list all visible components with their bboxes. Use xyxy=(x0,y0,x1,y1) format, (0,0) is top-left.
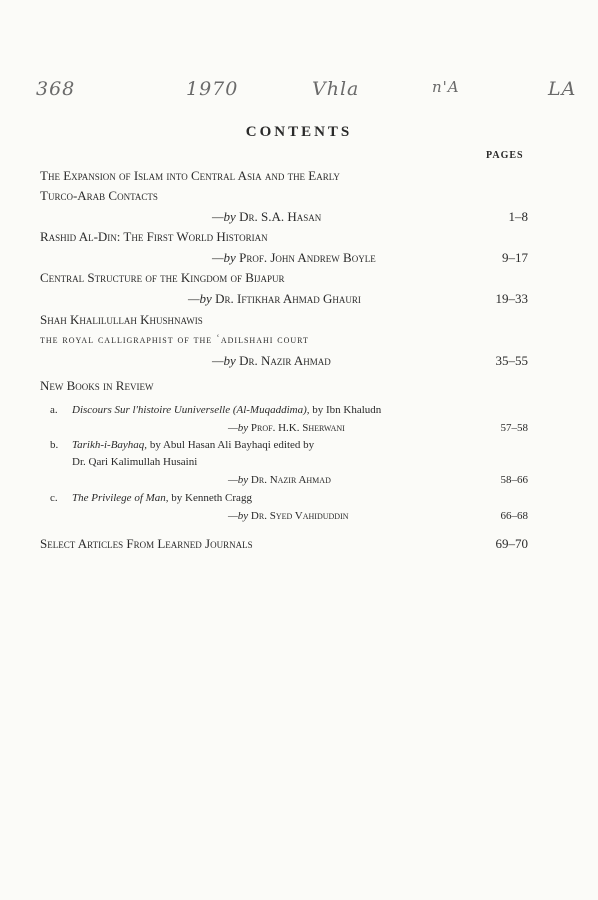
entry-title-line: Shah Khalilullah Khushnawis xyxy=(40,312,203,327)
toc-entry-1 xyxy=(40,166,530,227)
handwritten-note-4: n'A xyxy=(432,78,460,96)
by-label: —by xyxy=(212,209,236,224)
handwritten-note-5: LA xyxy=(548,78,577,100)
page-title: CONTENTS xyxy=(245,124,353,140)
review-entry-a xyxy=(50,402,530,437)
review-editor: Dr. Qari Kalimullah Husaini xyxy=(72,456,198,468)
entry-pages: 35–55 xyxy=(495,353,528,368)
review-book-title: Tarikh-i-Bayhaq, xyxy=(72,439,148,451)
entry-title-line: Turco-Arab Contacts xyxy=(40,188,158,203)
review-book-author: by Kenneth Cragg xyxy=(168,492,252,504)
by-label: —by xyxy=(212,353,236,368)
review-book-author: by Abul Hasan Ali Bayhaqi edited by xyxy=(147,439,315,451)
by-label: —by xyxy=(228,474,249,486)
entry-author: Dr. S.A. Hasan xyxy=(239,209,322,224)
entry-pages: 9–17 xyxy=(502,250,528,265)
handwritten-note-3: Vhla xyxy=(312,78,360,100)
entry-author: Dr. Nazir Ahmad xyxy=(239,353,331,368)
handwritten-note-1: 368 xyxy=(36,78,76,100)
toc-entry-3 xyxy=(40,268,530,309)
review-letter: b. xyxy=(50,439,59,451)
review-pages: 58–66 xyxy=(500,474,528,486)
review-pages: 66–68 xyxy=(500,510,528,522)
review-entry-c xyxy=(50,490,530,525)
by-label: —by xyxy=(228,422,249,434)
review-author: Dr. Nazir Ahmad xyxy=(250,474,331,486)
review-letter: a. xyxy=(50,404,58,416)
handwritten-note-2: 1970 xyxy=(186,78,239,100)
entry-title-line: Central Structure of the Kingdom of Bijapur xyxy=(40,270,285,285)
review-letter: c. xyxy=(50,492,58,504)
reviews-heading: New Books in Review xyxy=(40,378,154,393)
by-label: —by xyxy=(188,291,212,306)
entry-author: Dr. Iftikhar Ahmad Ghauri xyxy=(215,291,361,306)
pages-column-header: PAGES xyxy=(486,150,524,161)
review-book-author: by Ibn Khaludn xyxy=(309,404,382,416)
toc-entry-2 xyxy=(40,227,530,268)
toc-entry-4 xyxy=(40,310,530,371)
select-articles-pages: 69–70 xyxy=(495,536,528,551)
by-label: —by xyxy=(212,250,236,265)
review-pages: 57–58 xyxy=(500,422,528,434)
toc-entry-select-articles xyxy=(40,533,530,554)
by-label: —by xyxy=(228,510,249,522)
review-book-title: The Privilege of Man, xyxy=(72,492,169,504)
entry-subtitle-line: the royal calligraphist of the ʿadilshahi court xyxy=(40,334,309,346)
entry-pages: 1–8 xyxy=(508,209,528,224)
entry-title-line: The Expansion of Islam into Central Asia and the Early xyxy=(40,168,340,183)
entry-title-line: Rashid Al-Din: The First World Historian xyxy=(40,229,268,244)
entry-pages: 19–33 xyxy=(495,291,528,306)
review-book-title: Discours Sur l'histoire Uuniverselle (Al-Muqaddima), xyxy=(72,404,310,416)
select-articles-label: Select Articles From Learned Journals xyxy=(40,536,253,551)
review-entry-b xyxy=(50,437,530,489)
review-author: Dr. Syed Vahiduddin xyxy=(250,510,349,522)
review-author: Prof. H.K. Sherwani xyxy=(250,422,345,434)
entry-author: Prof. John Andrew Boyle xyxy=(239,250,376,265)
